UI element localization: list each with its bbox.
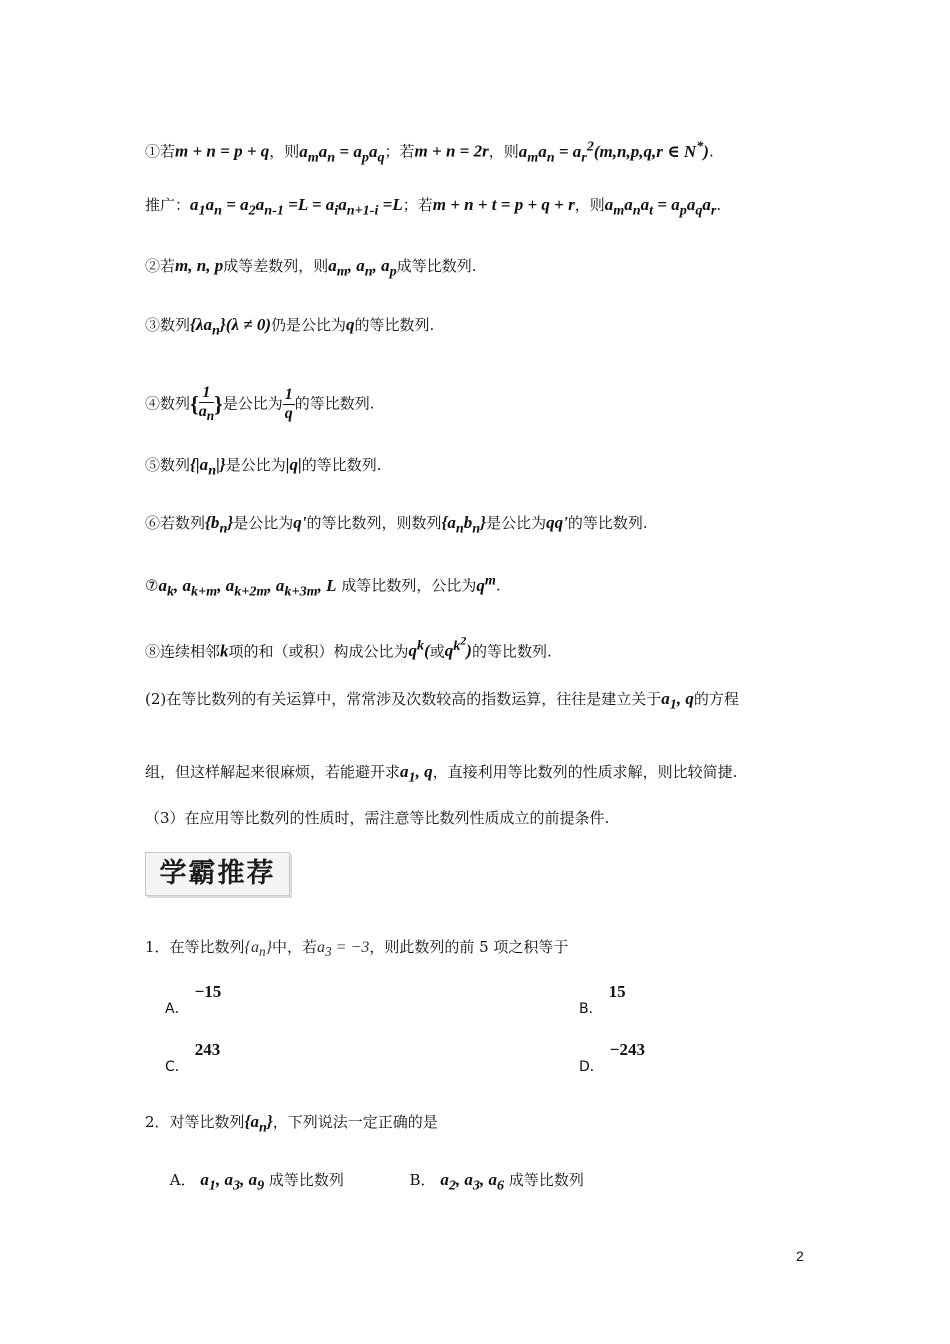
text-line: [145, 1112, 438, 1137]
answer-option: [579, 982, 626, 1018]
text-line: [145, 256, 476, 281]
math-formula: $\{a_nb_n\}$: [441, 513, 487, 537]
math-formula: $a_k$, $a_{k+m}$, $a_{k+2m}$, $a_{k+3m}$, L: [158, 575, 337, 600]
option-label: B．: [579, 1001, 603, 1017]
text-run: ；若: [384, 142, 415, 161]
text-run: 成等比数列，公比为: [336, 576, 477, 595]
text-run: （3）在应用等比数列的性质时，需注意等比数列性质成立的前提条件.: [145, 809, 610, 827]
option-label: D．: [579, 1059, 604, 1075]
text-run: 是公比为: [486, 514, 547, 532]
math-formula: qq': [546, 513, 568, 532]
text-line: [145, 937, 568, 962]
text-run: .: [495, 576, 501, 595]
math-formula: $a_ma_n = a_r^2(m,n,p,q,r$ ∈ N*): [518, 138, 709, 166]
text-line: [145, 315, 434, 340]
text-line: [145, 136, 714, 167]
text-run: 成等差数列，则: [223, 257, 329, 275]
option-a-math: $a_1$, $a_3$, $a_9$: [200, 1170, 265, 1194]
answer-option: [165, 982, 222, 1018]
text-run: 的方程: [693, 690, 739, 708]
text-run: 2．对等比数列: [145, 1113, 245, 1131]
option-b-text: 成等比数列: [508, 1171, 584, 1189]
text-run: (2)在等比数列的有关运算中，常常涉及次数较高的指数运算，往往是建立关于: [145, 690, 662, 708]
text-run: ，则: [488, 142, 519, 161]
math-formula: m + n + t = p + q + r: [432, 195, 575, 214]
math-formula: $q^k$(: [408, 637, 430, 661]
math-brace: {: [190, 391, 199, 417]
text-run: 的等比数列，则数列: [306, 514, 442, 532]
math-formula: m + n = 2r: [414, 141, 489, 161]
answer-option: [165, 1040, 221, 1076]
text-run: 的等比数列.: [301, 456, 382, 474]
question-2-options: [145, 1170, 584, 1195]
text-run: ④数列: [145, 394, 191, 413]
page-number: 2: [796, 1248, 804, 1264]
option-value: 243: [194, 1040, 221, 1059]
text-run: 组，但这样解起来很麻烦，若能避开求: [145, 763, 401, 781]
text-run: 的等比数列.: [294, 394, 375, 413]
text-line: [145, 808, 609, 828]
text-run: 或: [429, 642, 445, 661]
text-run: ⑦: [145, 576, 159, 595]
math-formula: $q^{k^2}$): [444, 633, 472, 661]
text-run: 的等比数列.: [354, 316, 435, 334]
math-formula: q: [346, 315, 355, 334]
math-formula: $a_ma_n = a_pa_q$: [299, 141, 385, 166]
text-run: ⑤数列: [145, 456, 191, 474]
math-formula: $\{\lambda a_n\}(\lambda \ne 0)$: [190, 315, 271, 339]
math-formula: |q|: [285, 455, 302, 474]
math-fraction: $\frac{1}{a_n}$: [198, 384, 215, 424]
math-formula: $a_ma_na_t = a_pa_qa_r$: [604, 195, 717, 219]
text-run: 的等比数列.: [567, 514, 648, 532]
math-formula: $\{a_n\}$: [244, 1112, 273, 1136]
option-value: −243: [609, 1040, 645, 1059]
text-run: .: [708, 142, 714, 161]
text-run: ，下列说法一定正确的是: [272, 1113, 438, 1131]
math-formula: m, n, p: [175, 256, 224, 275]
text-line: [145, 384, 375, 425]
answer-option: [579, 1040, 645, 1076]
math-formula: m + n = p + q: [175, 141, 270, 161]
text-run: .: [716, 196, 722, 214]
text-run: ②若: [145, 257, 176, 275]
text-run: 中，若: [272, 938, 318, 956]
math-formula: $\{|a_n|\}$: [190, 455, 226, 479]
option-a-text: 成等比数列: [268, 1171, 344, 1189]
text-line: [145, 630, 552, 661]
text-run: ③数列: [145, 316, 191, 334]
text-run: 的等比数列.: [471, 642, 552, 661]
option-value: −15: [194, 982, 222, 1001]
math-formula: $a_1a_n = a_2a_{n-1} =L = a_ia_{n+1-i} =L$: [190, 195, 403, 219]
math-formula: $a_1$, q: [661, 689, 694, 713]
math-formula: $a_1$, q: [400, 762, 433, 786]
text-run: ，直接利用等比数列的性质求解，则比较简捷.: [432, 763, 738, 781]
text-line: [145, 570, 501, 601]
text-line: [145, 455, 382, 480]
option-b-math: $a_2$, $a_3$, $a_6$: [440, 1170, 505, 1194]
option-b-label: B．: [409, 1171, 436, 1189]
text-line: [145, 762, 737, 787]
math-formula: $a_3 = -3$: [317, 939, 370, 960]
math-formula: $a_m$, $a_n$, $a_p$: [328, 256, 397, 280]
math-formula: q': [293, 513, 307, 532]
text-run: 成等比数列.: [396, 257, 477, 275]
text-run: 是公比为: [225, 456, 286, 474]
text-run: 1．在等比数列: [145, 938, 245, 956]
math-fraction: $\frac{1}{q}$: [284, 386, 293, 423]
math-formula: $\{a_n\}$: [244, 939, 273, 960]
math-formula: $\{b_n\}$: [205, 513, 234, 537]
text-run: ⑧连续相邻: [145, 642, 221, 661]
math-brace: }: [214, 391, 223, 417]
math-formula: k: [220, 641, 229, 661]
math-formula: $q^m$: [476, 572, 496, 595]
text-run: ；若: [402, 196, 433, 214]
text-run: ，则: [269, 142, 300, 161]
text-run: 仍是公比为: [270, 316, 346, 334]
text-run: 是公比为: [233, 514, 294, 532]
text-line: [145, 195, 721, 220]
option-value: 15: [608, 982, 626, 1001]
option-a-label: A．: [169, 1171, 196, 1189]
option-label: A．: [165, 1001, 189, 1017]
option-label: C．: [165, 1059, 189, 1075]
section-banner: 学霸推荐: [145, 852, 290, 896]
text-run: 是公比为: [222, 394, 283, 413]
text-line: [145, 689, 739, 714]
text-run: ①若: [145, 142, 176, 161]
text-run: ⑥若数列: [145, 514, 206, 532]
text-run: 项的和（或积）构成公比为: [228, 642, 409, 661]
text-run: 推广：: [145, 196, 191, 214]
text-run: ，则: [574, 196, 605, 214]
text-line: [145, 513, 648, 538]
text-run: ，则此数列的前 5 项之积等于: [369, 938, 569, 956]
